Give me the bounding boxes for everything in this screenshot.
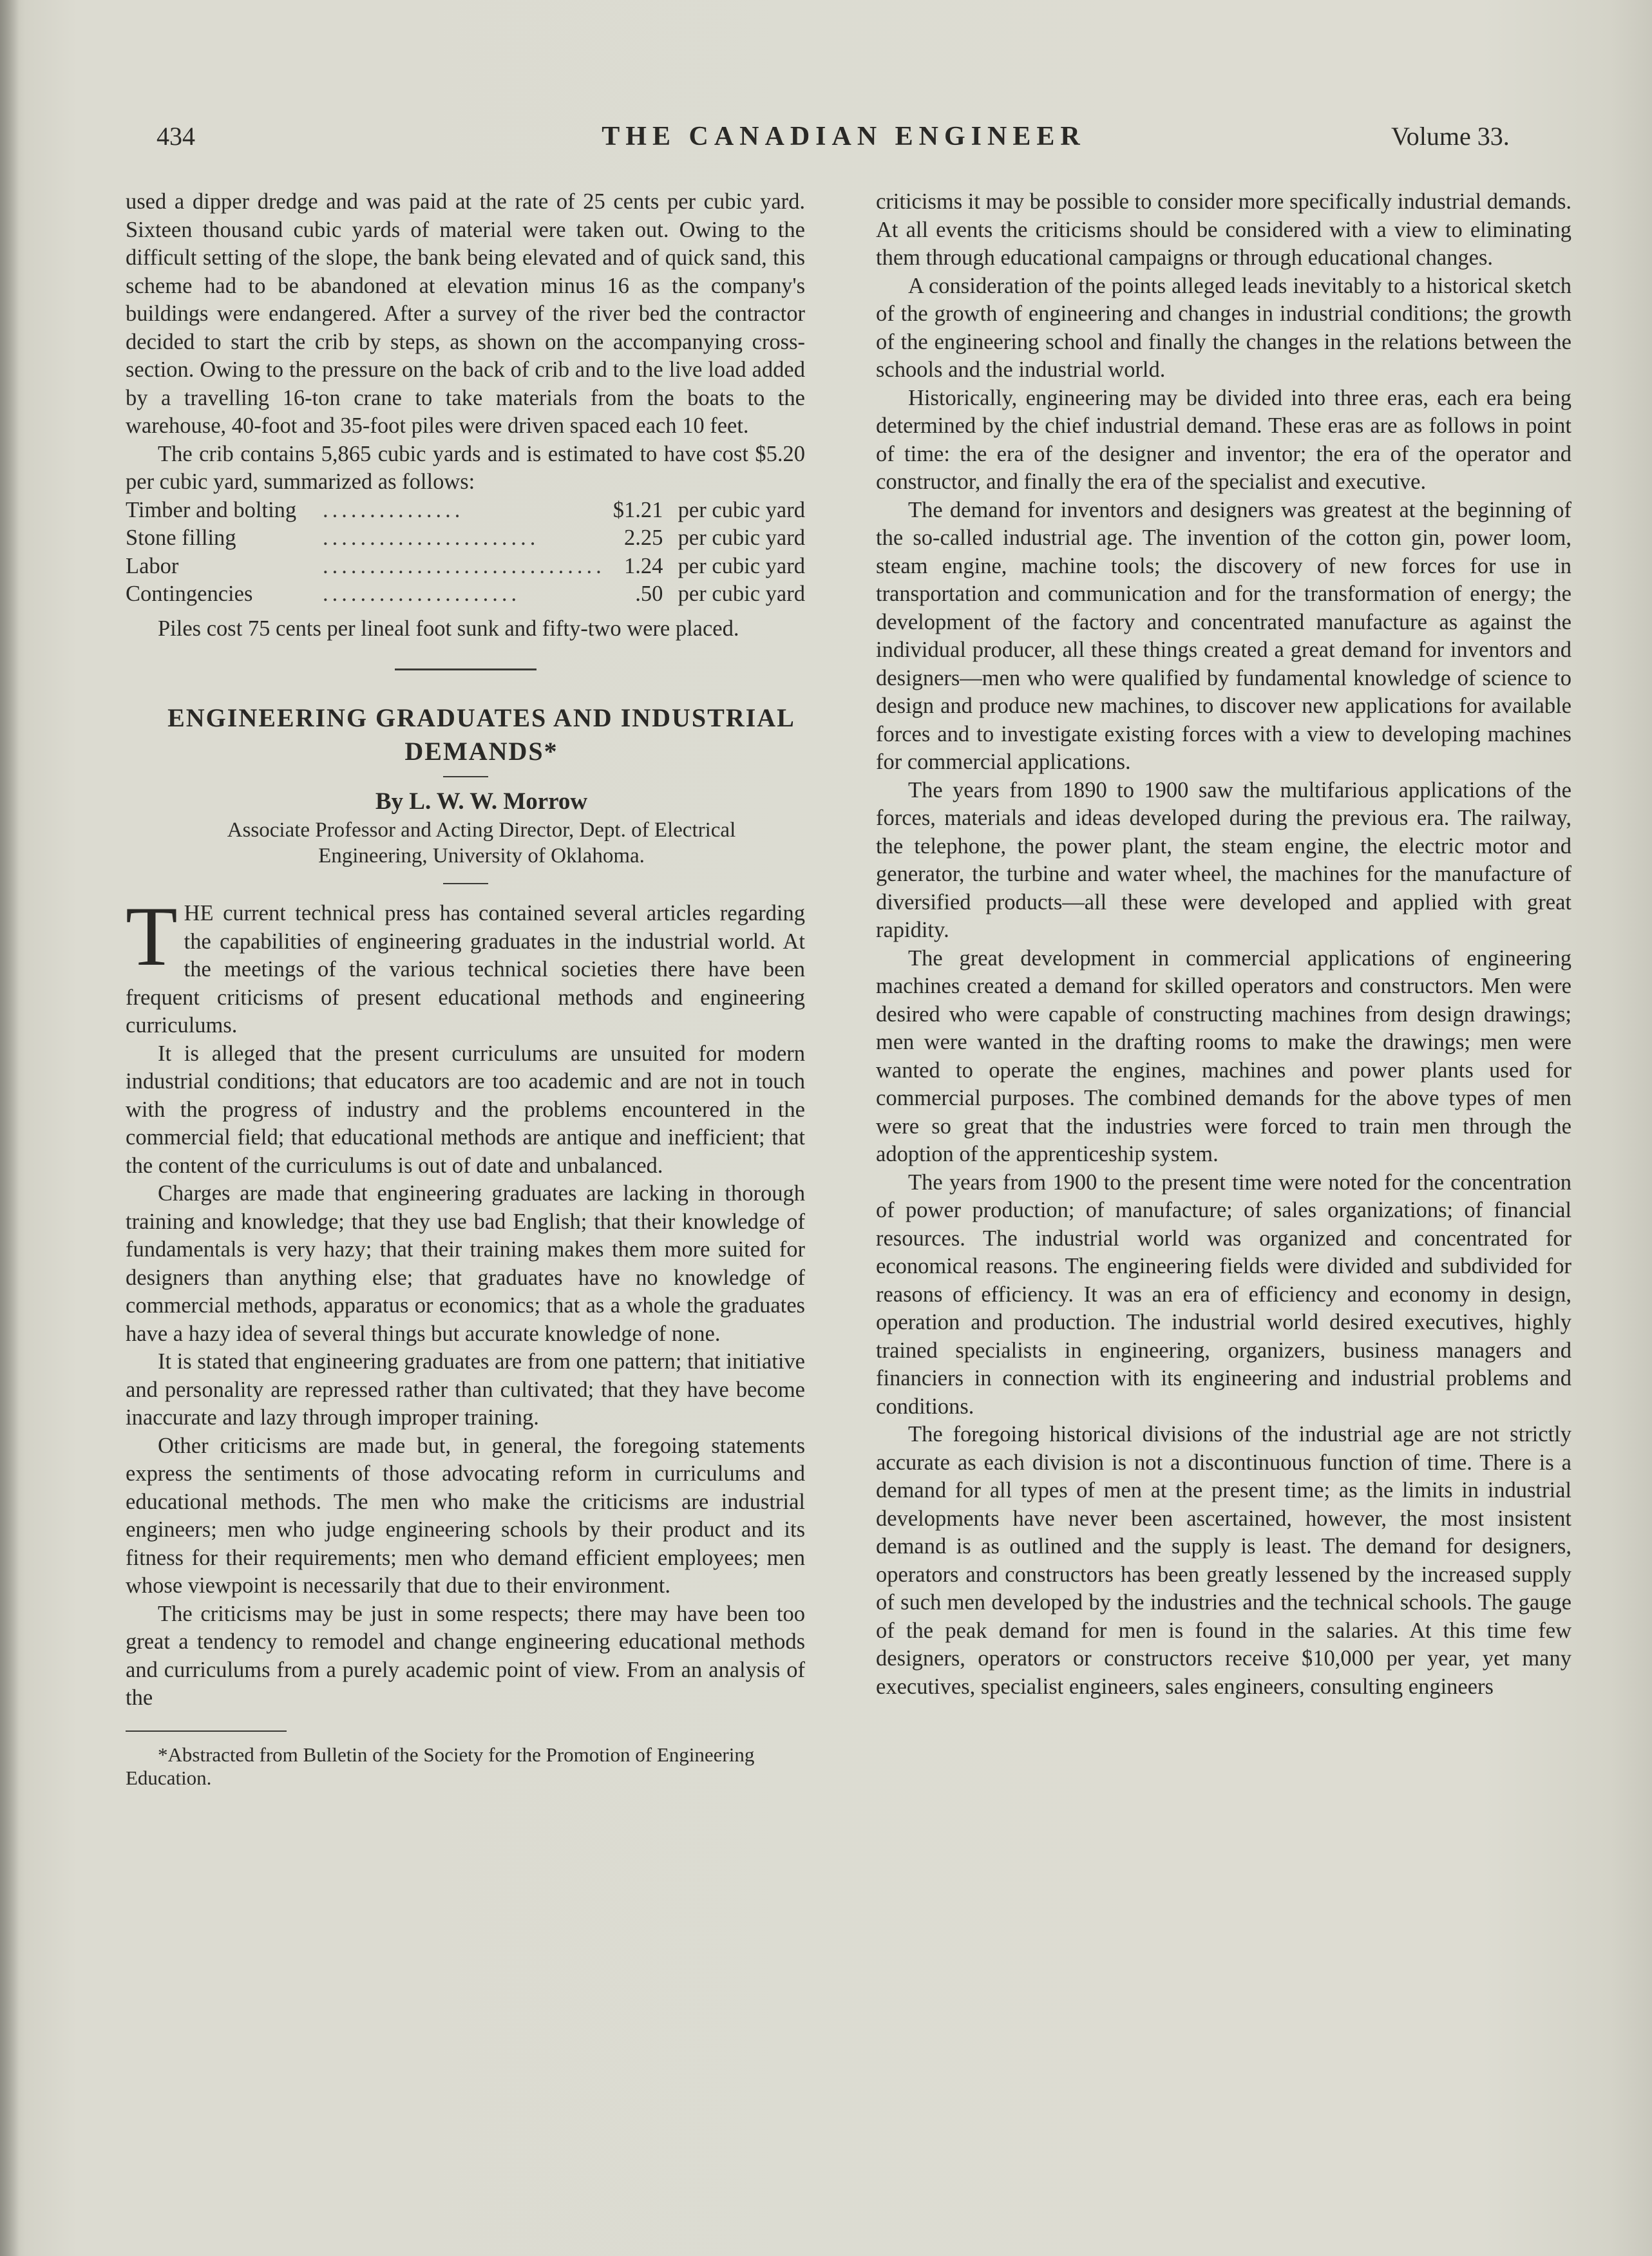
paragraph: used a dipper dredge and was paid at the rate of 25 cents per cubic yard. Sixteen thousand cubic yards of material were taken out. Owing to the difficult setting of the slope, the bank being elevated and of quick sand, this scheme had to be abandoned at elevation minus 16 as the company's buildings were endangered. After a survey of the river bed the contractor decided to start the crib by steps, as shown on the accompanying cross-section. Owing to the pressure on the back of crib and to the live load added by a travelling 16-ton crane to take materials from the boats to the warehouse, 40-foot and 35-foot piles were driven spaced each 10 feet. bbox=[126, 189, 805, 438]
paragraph: The foregoing historical divisions of the industrial age are not strictly accurate as each division is not a discontinuous function of time. There is a demand for all types of men at the present time; as the limits in industrial developments have never been ascertained, however, the most insistent demand is as outlined and the supply is least. The demand for designers, operators and constructors has been greatly lessened by the increased supply of such men developed by the industries and the technical schools. The gauge of the peak demand for men is found in the salaries. At this time few designers, operators or constructors receive $10,000 per year, yet many executives, specialist engineers, sales engineers, consulting engineers bbox=[876, 1422, 1571, 1699]
table-row bbox=[126, 497, 805, 525]
paragraph: It is alleged that the present curriculums are unsuited for modern industrial conditions; that educators are too academic and are not in touch with the progress of industry and the problems encountered in the commercial field; that educational methods are antique and inefficient; that the content of the curriculums is out of date and unbalanced. bbox=[126, 1041, 805, 1178]
article-first-paragraph bbox=[126, 889, 805, 1040]
leader-dots: ....................... bbox=[323, 526, 540, 550]
leader-dots: .............................. bbox=[323, 553, 605, 578]
author-affiliation-line2: Engineering, University of Oklahoma. bbox=[318, 844, 645, 867]
cost-item: Stone filling bbox=[126, 526, 236, 550]
paragraph: Charges are made that engineering graduates are lacking in thorough training and knowledge; that they use bad English; that their knowledge of fundamentals is very hazy; that their training makes them more suited for designers than anything else; that graduates have no knowledge of commercial methods, apparatus or economics; that as a whole the graduates have a hazy idea of several things but accurate knowledge of none. bbox=[126, 1181, 805, 1346]
cost-table bbox=[126, 497, 805, 609]
cost-item: Labor bbox=[126, 553, 179, 578]
cost-unit: per cubic yard bbox=[678, 553, 805, 578]
article-headline-line1: ENGINEERING GRADUATES AND INDUSTRIAL bbox=[167, 703, 795, 732]
paragraph: The great development in commercial applications of engineering machines created a demand for skilled operators and constructors. Men were desired who were capable of constructing machines from design drawings; men were wanted in the drafting rooms to make the drawings; men were wanted to operate the engines, machines and power plants used for commercial purposes. The combined demands for the above types of men were so great that the industries were forced to train men through the adoption of the apprenticeship system. bbox=[876, 945, 1571, 1166]
table-row bbox=[126, 580, 805, 609]
running-header bbox=[0, 121, 1652, 166]
right-column bbox=[876, 188, 1571, 1701]
byline-divider bbox=[443, 776, 488, 777]
paragraph: Other criticisms are made but, in general, the foregoing statements express the sentiments of those advocating reform in curriculums and educational methods. The men who make the criticisms are industrial engineers; men who judge engineering schools by their product and its fitness for their requirements; men who demand efficient employees; men whose viewpoint is necessarily that due to their environment. bbox=[126, 1433, 805, 1598]
cost-value: 1.24 bbox=[623, 553, 663, 578]
volume-label: Volume 33. bbox=[1391, 122, 1510, 151]
page-number: 434 bbox=[157, 122, 195, 151]
article-headline-line2: DEMANDS* bbox=[404, 737, 558, 766]
cost-unit: per cubic yard bbox=[678, 526, 805, 550]
paragraph: A consideration of the points alleged leads inevitably to a historical sketch of the growth of engineering and changes in industrial conditions; the growth of the engineering school and finally the changes in the relations between the schools and the industrial world. bbox=[876, 273, 1571, 382]
article-start-divider bbox=[443, 883, 488, 884]
footnote-divider bbox=[126, 1730, 287, 1732]
footnote: *Abstracted from Bulletin of the Society for the Promotion of Engineering Education. bbox=[126, 1743, 755, 1789]
leader-dots: ..................... bbox=[323, 582, 521, 606]
drop-cap: T bbox=[126, 889, 178, 983]
cost-value: 2.25 bbox=[623, 526, 663, 550]
left-column bbox=[126, 188, 805, 1790]
section-divider bbox=[395, 668, 536, 670]
cost-item: Timber and bolting bbox=[126, 497, 297, 522]
paragraph: It is stated that engineering graduates are from one pattern; that initiative and personality are repressed rather than cultivated; that they have become inaccurate and lazy through improper training. bbox=[126, 1349, 805, 1430]
leader-dots: ............... bbox=[323, 497, 464, 522]
cost-item: Contingencies bbox=[126, 582, 253, 606]
cost-unit: per cubic yard bbox=[678, 582, 805, 606]
paragraph: The crib contains 5,865 cubic yards and is estimated to have cost $5.20 per cubic yard, summarized as follows: bbox=[126, 441, 805, 494]
binding-shadow bbox=[0, 0, 19, 2256]
paragraph: The demand for inventors and designers was greatest at the beginning of the so-called industrial age. The invention of the cotton gin, power loom, steam engine, machine tools; the discovery of new forces for use in transportation and communication and for the transformation of energy; the development of the factory and concentrated manufacture as against the individual producer, all these things created a great demand for inventors and designers—men who were qualified by fundamental knowledge of science to design and produce new machines, to discover new applications for available forces and to investigate existing forces with a view to developing machines for commercial applications. bbox=[876, 497, 1571, 774]
first-paragraph-text: HE current technical press has contained several articles regarding the capabilities of engineering graduates in the industrial world. At the meetings of the various technical societies there have been frequent criticisms of present educational methods and engineering curriculums. bbox=[126, 901, 805, 1038]
table-row bbox=[126, 524, 805, 553]
article-byline: By L. W. W. Morrow bbox=[375, 788, 588, 815]
author-affiliation-line1: Associate Professor and Acting Director, Dept. of Electrical bbox=[227, 819, 736, 842]
journal-title: THE CANADIAN ENGINEER bbox=[602, 122, 1086, 151]
paragraph: Piles cost 75 cents per lineal foot sunk and fifty-two were placed. bbox=[158, 616, 739, 641]
paragraph: The criticisms may be just in some respects; there may have been too great a tendency to remodel and change engineering educational methods and curriculums from a purely academic point of view. From an analysis of the bbox=[126, 1601, 805, 1710]
table-row bbox=[126, 553, 805, 581]
paragraph: The years from 1900 to the present time were noted for the concentration of power production; of manufacture; of sales organizations; of financial resources. The industrial world was organized and concentrated for economical reasons. The engineering fields were divided and subdivided for reasons of efficiency. It was an era of efficiency and economy in design, operation and production. The industrial world desired executives, highly trained specialists in engineering, organizers, business managers and financiers in connection with its engineering and industrial problems and conditions. bbox=[876, 1170, 1571, 1419]
paragraph: Historically, engineering may be divided into three eras, each era being determined by the chief industrial demand. These eras are as follows in point of time: the era of the designer and inventor; the era of the operator and constructor, and finally the era of the specialist and executive. bbox=[876, 385, 1571, 494]
paragraph: The years from 1890 to 1900 saw the multifarious applications of the forces, materials and ideas developed during the previous era. The railway, the telephone, the power plant, the steam engine, the electric motor and generator, the turbine and water wheel, the machines for the manufacture of diversified products—all these were developed and applied with great rapidity. bbox=[876, 777, 1571, 942]
paragraph: criticisms it may be possible to consider more specifically industrial demands. At all events the criticisms should be considered with a view to eliminating them through educational campaigns or through educational changes. bbox=[876, 189, 1571, 270]
cost-value: .50 bbox=[635, 582, 663, 606]
cost-value: $1.21 bbox=[612, 497, 663, 522]
cost-unit: per cubic yard bbox=[678, 497, 805, 522]
